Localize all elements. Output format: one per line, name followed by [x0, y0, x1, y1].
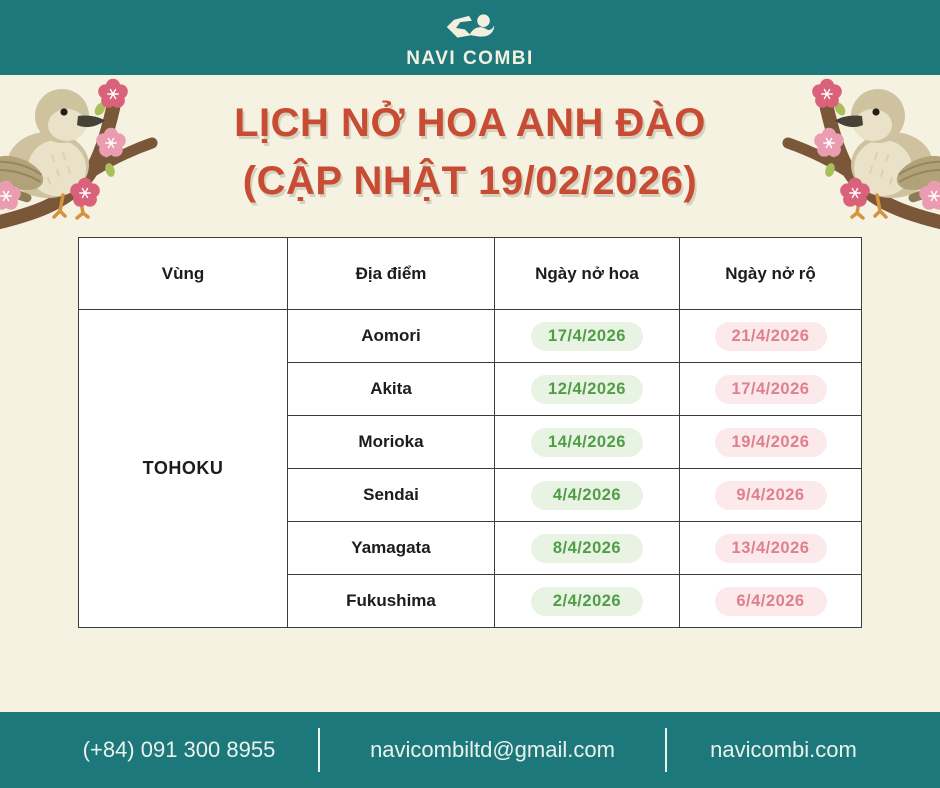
page-title-line2: (CẬP NHẬT 19/02/2026) — [242, 159, 698, 203]
footer-email: navicombiltd@gmail.com — [370, 737, 615, 762]
bloom-date-cell — [495, 416, 680, 469]
bloom-date-badge: 4/4/2026 — [531, 481, 643, 510]
bloom-date-cell — [495, 575, 680, 628]
bloom-date-badge: 17/4/2026 — [531, 322, 643, 351]
bloom-table-body — [79, 310, 862, 628]
header-bar — [0, 0, 940, 75]
location-cell: Akita — [288, 363, 495, 416]
bloom-date-badge: 14/4/2026 — [531, 428, 643, 457]
full-bloom-date-badge: 9/4/2026 — [715, 481, 827, 510]
page-title-line1: LỊCH NỞ HOA ANH ĐÀO — [234, 101, 706, 145]
location-cell: Sendai — [288, 469, 495, 522]
full-bloom-date-cell — [680, 363, 862, 416]
full-bloom-date-badge: 17/4/2026 — [715, 375, 827, 404]
table-row — [79, 310, 862, 363]
full-bloom-date-cell — [680, 469, 862, 522]
bloom-date-cell — [495, 310, 680, 363]
full-bloom-date-cell — [680, 416, 862, 469]
header-bloom-date: Ngày nở hoa — [495, 238, 680, 310]
footer-website: navicombi.com — [710, 737, 857, 762]
bloom-date-cell — [495, 522, 680, 575]
location-cell: Morioka — [288, 416, 495, 469]
page-title — [0, 94, 940, 210]
full-bloom-date-badge: 21/4/2026 — [715, 322, 827, 351]
full-bloom-date-cell — [680, 575, 862, 628]
full-bloom-date-badge: 6/4/2026 — [715, 587, 827, 616]
full-bloom-date-badge: 19/4/2026 — [715, 428, 827, 457]
footer-bar — [0, 712, 940, 788]
location-cell: Yamagata — [288, 522, 495, 575]
bloom-date-badge: 12/4/2026 — [531, 375, 643, 404]
bloom-date-badge: 8/4/2026 — [531, 534, 643, 563]
header-location: Địa điểm — [288, 238, 495, 310]
location-cell: Fukushima — [288, 575, 495, 628]
navi-combi-logo-icon — [441, 7, 499, 47]
header-full-bloom-date: Ngày nở rộ — [680, 238, 862, 310]
brand-name: NAVI COMBI — [406, 48, 534, 69]
bloom-date-badge: 2/4/2026 — [531, 587, 643, 616]
header-region: Vùng — [79, 238, 288, 310]
full-bloom-date-cell — [680, 522, 862, 575]
table-header-row — [79, 238, 862, 310]
bloom-date-cell — [495, 469, 680, 522]
full-bloom-date-badge: 13/4/2026 — [715, 534, 827, 563]
bloom-schedule-table — [78, 237, 862, 628]
location-cell: Aomori — [288, 310, 495, 363]
full-bloom-date-cell — [680, 310, 862, 363]
bloom-date-cell — [495, 363, 680, 416]
footer-phone: (+84) 091 300 8955 — [82, 737, 276, 762]
region-cell: TOHOKU — [79, 310, 288, 628]
